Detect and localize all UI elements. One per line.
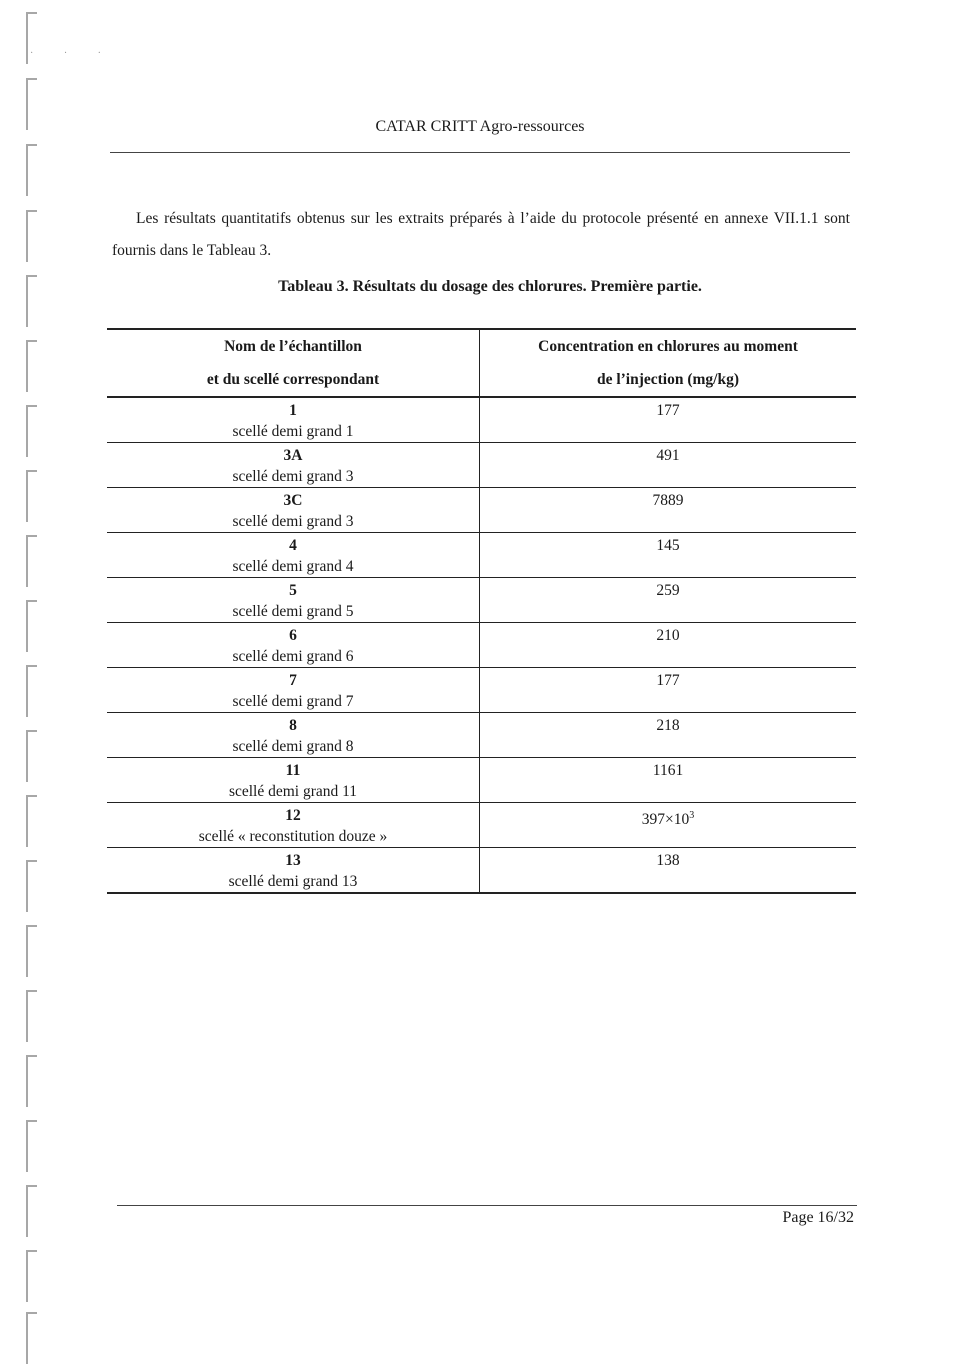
- header-sample-name: [107, 329, 480, 397]
- sample-cell: [107, 397, 480, 443]
- page-number: Page 16/32: [782, 1209, 854, 1226]
- table-row: [107, 758, 856, 803]
- sample-seal: scellé demi grand 4: [232, 558, 354, 575]
- sample-id: 6: [289, 627, 297, 644]
- header-concentration: [480, 329, 857, 397]
- sample-id: 3C: [283, 492, 303, 509]
- sample-cell: [107, 848, 480, 894]
- concentration-cell: [480, 533, 857, 578]
- concentration-mantissa: 397×10: [641, 811, 690, 829]
- table-row: [107, 623, 856, 668]
- sample-cell: [107, 623, 480, 668]
- concentration-value: 491: [656, 447, 680, 464]
- concentration-value: 7889: [652, 492, 684, 509]
- sample-seal: scellé demi grand 13: [228, 873, 358, 890]
- sample-seal: scellé demi grand 8: [232, 738, 354, 755]
- sample-seal: scellé demi grand 3: [232, 513, 354, 530]
- concentration-exponent: 3: [689, 810, 695, 821]
- table-row: [107, 533, 856, 578]
- sample-cell: [107, 443, 480, 488]
- concentration-value: 1161: [652, 762, 684, 779]
- sample-cell: [107, 488, 480, 533]
- concentration-cell: [480, 488, 857, 533]
- binder-hole-marks: [26, 0, 46, 1355]
- table-row: [107, 848, 856, 894]
- sample-cell: [107, 533, 480, 578]
- table-row: [107, 713, 856, 758]
- scan-specks: · · ·: [30, 48, 115, 59]
- sample-id: 11: [285, 762, 301, 779]
- table-row: [107, 443, 856, 488]
- concentration-value: 138: [656, 852, 680, 869]
- sample-cell: [107, 668, 480, 713]
- concentration-value: 218: [656, 717, 680, 734]
- concentration-cell: [480, 758, 857, 803]
- header-sample-line1: Nom de l’échantillon: [224, 338, 362, 355]
- sample-seal: scellé demi grand 6: [232, 648, 354, 665]
- sample-id: 1: [289, 402, 297, 419]
- sample-seal: scellé demi grand 3: [232, 468, 354, 485]
- results-table: [107, 328, 856, 894]
- table-row: [107, 397, 856, 443]
- concentration-cell: [480, 713, 857, 758]
- concentration-cell: [480, 623, 857, 668]
- sample-id: 3A: [283, 447, 303, 464]
- sample-cell: [107, 578, 480, 623]
- concentration-value: 210: [656, 627, 680, 644]
- table-row: [107, 803, 856, 848]
- concentration-value: [480, 803, 856, 830]
- sample-id: 12: [285, 807, 301, 824]
- table-header-row: [107, 329, 856, 397]
- sample-cell: [107, 713, 480, 758]
- sample-id: 5: [289, 582, 297, 599]
- sample-id: 4: [289, 537, 297, 554]
- sample-cell: [107, 803, 480, 848]
- table-row: [107, 578, 856, 623]
- sample-seal: scellé demi grand 1: [232, 423, 354, 440]
- sample-seal: scellé demi grand 11: [228, 783, 358, 800]
- table-row: [107, 488, 856, 533]
- sample-id: 7: [289, 672, 297, 689]
- concentration-value: 177: [656, 402, 680, 419]
- page-header: CATAR CRITT Agro-ressources: [375, 118, 585, 135]
- concentration-cell: [480, 443, 857, 488]
- sample-cell: [107, 758, 480, 803]
- header-rule: [110, 152, 850, 153]
- intro-paragraph: Les résultats quantitatifs obtenus sur les extraits préparés à l’aide du protocole présenté en annexe VII.1.1 sont fournis dans le Tableau 3.: [112, 210, 850, 259]
- table-caption: Tableau 3. Résultats du dosage des chlorures. Première partie.: [278, 278, 702, 295]
- sample-seal: scellé « reconstitution douze »: [198, 828, 388, 845]
- table-row: [107, 668, 856, 713]
- concentration-value: 145: [656, 537, 680, 554]
- concentration-cell: [480, 397, 857, 443]
- concentration-value: 177: [656, 672, 680, 689]
- concentration-cell: [480, 848, 857, 894]
- sample-seal: scellé demi grand 7: [232, 693, 354, 710]
- sample-seal: scellé demi grand 5: [232, 603, 354, 620]
- concentration-cell: [480, 668, 857, 713]
- header-concentration-line2: de l’injection (mg/kg): [596, 371, 740, 388]
- concentration-value: 259: [656, 582, 680, 599]
- header-sample-line2: et du scellé correspondant: [206, 371, 380, 388]
- footer-rule: [117, 1205, 857, 1206]
- concentration-cell: [480, 578, 857, 623]
- header-concentration-line1: Concentration en chlorures au moment: [538, 338, 798, 355]
- sample-id: 13: [285, 852, 301, 869]
- concentration-cell: [480, 803, 857, 848]
- sample-id: 8: [289, 717, 297, 734]
